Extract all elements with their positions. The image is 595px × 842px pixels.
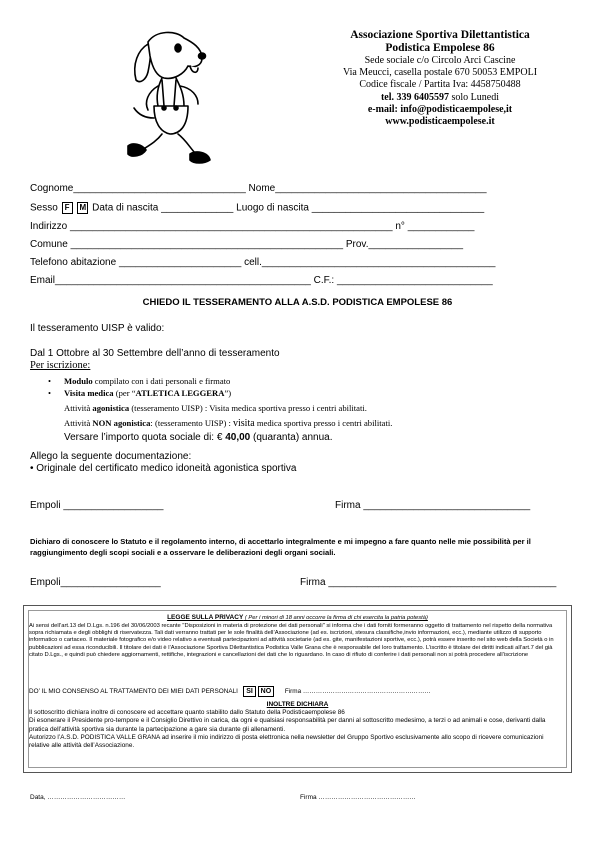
org-name-2: Podistica Empolese 86 — [385, 42, 495, 54]
website[interactable]: www.podisticaempolese.it — [385, 116, 495, 128]
dog-runner-logo — [118, 22, 228, 170]
validity-text: Il tesseramento UISP è valido: — [30, 323, 165, 334]
sex-m-checkbox[interactable]: M — [77, 202, 88, 214]
per-iscrizione: Per iscrizione: — [30, 360, 91, 371]
signature-field-1[interactable]: Firma ______________________________ — [335, 500, 531, 511]
email-field[interactable]: Email______________________________________________ C.F.: ____________________________ — [30, 275, 493, 286]
signature-field-2[interactable]: Firma _________________________________________ — [300, 577, 557, 588]
consent-no-checkbox[interactable]: NO — [258, 686, 275, 697]
allego-item: • Originale del certificato medico idoneità agonistica sportiva — [30, 463, 297, 474]
sex-label: Sesso — [30, 202, 58, 214]
non-agonistica-line: Attività NON agonistica: (tesseramento UISP) : visita medica sportiva presso i centri abilitati. — [64, 418, 393, 429]
request-title: CHIEDO IL TESSERAMENTO ALLA A.S.D. PODISTICA EMPOLESE 86 — [142, 297, 453, 308]
consent-signature[interactable]: Firma …………………………………………………… — [284, 688, 431, 696]
privacy-heading: LEGGE SULLA PRIVACY ( Per i minori di 18 anni occorre la firma di chi esercita la patria potestà) — [167, 614, 428, 621]
privacy-box — [23, 605, 572, 773]
empoli-field-1[interactable]: Empoli __________________ — [30, 500, 164, 511]
address-line-1: Sede sociale c/o Circolo Arci Cascine — [364, 55, 516, 66]
date-field[interactable]: Data, ……………………………… — [30, 794, 126, 801]
fiscal-code: Codice fiscale / Partita Iva: 4458750488 — [359, 79, 521, 91]
email-address[interactable]: e-mail: info@podisticaempolese,it — [367, 103, 513, 115]
period-text: Dal 1 Ottobre al 30 Settembre dell’anno di tesseramento — [30, 348, 280, 359]
consent-si-checkbox[interactable]: SI — [243, 686, 256, 697]
sex-f-checkbox[interactable]: F — [62, 202, 73, 214]
city-field[interactable]: Comune _________________________________________________ Prov._________________ — [30, 239, 464, 250]
address-line-2: Via Meucci, casella postale 670 50053 EMPOLI — [342, 67, 538, 79]
allego-text: Allego la seguente documentazione: — [30, 451, 192, 462]
org-name-1: Associazione Sportiva Dilettantistica — [350, 29, 530, 41]
inoltre-heading: INOLTRE DICHIARA — [266, 701, 329, 708]
organization-header — [330, 29, 550, 128]
surname-name-field[interactable]: Cognome_______________________________ Nome______________________________________ — [30, 183, 487, 194]
consent-text: DO’ IL MIO CONSENSO AL TRATTAMENTO DEI MIEI DATI PERSONALI — [29, 688, 238, 696]
address-field[interactable]: Indirizzo __________________________________________________________ n° ____________ — [30, 221, 475, 232]
list-item: • Modulo compilato con i dati personali e firmato — [46, 375, 231, 387]
phone-field[interactable]: Telefono abitazione ______________________ cell.__________________________________________ — [30, 257, 496, 268]
inoltre-text: Il sottoscritto dichiara inoltre di conoscere ed accettare quanto stabilito dallo Statuto della Podisticaempolese 86 Di esonerare il Presidente pro-tempore e il Consiglio Direttivo in carica, da ogni e qualsiasi responsabilità per danni al sottoscritto medesimo, a terzi o ad animali e cose, derivanti dalla pratica dell’attività sportiva sia durante la partecipazione a gare sia durante gli allenamenti. Autorizzo l’A.S.D. PODISTICA VALLE GRANA ad inserire il mio indirizzo di posta elettronica nella newsletter del Gruppo Sportivo esclusivamente allo scopo di ricevere comunicazioni relative alle attività dell’Associazione. — [29, 709, 546, 750]
declaration-text: Dichiaro di conoscere lo Statuto e il regolamento interno, di accettarlo integralmente e mi impegno a fare quanto nelle mie possibilità per il raggiungimento degli scopi sociali e a osservare le deliberazioni degli organi sociali. — [30, 537, 531, 557]
phone-number: tel. 339 6405597 — [380, 91, 450, 103]
agonistica-line: Attività agonistica (tesseramento UISP) : Visita medica sportiva presso i centri abilitati. — [64, 403, 367, 413]
privacy-text: Ai sensi dell’art.13 del D.Lgs. n.196 del 30/06/2003 recante "Disposizioni in materia di protezione dei dati personali" si informa che i dati forniti formeranno oggetto di trattamento nel rispetto della normativa sopra richiamata e degli obblighi di riservatezza. Tali dati verranno trattati per le sole finalità dell’Associazione (ad es. iscrizioni, stesura classifiche,invio informazioni, ecc.), mediante utilizzo di supporto informatico o cartaceo. Il materiale fotografico e/o video relativo a eventuali partecipazioni ad attività societarie (ad es. gite, manifestazioni sportive, ecc.), potrà essere inserito nel sito web della Società o in pubblicazioni ad essa riconducibili. Il titolare dei dati è l’Associazione Sportiva Dilettantistica Podistica Valle Grana che è responsabile del loro trattamento. L’iscritto è titolare dei diritti indicati all’art.7 del già citato D.Lgs., e quindi può chiedere aggiornamenti, rettifiche, integrazioni e cancellazioni dei dati che lo riguardano. In caso di rifiuto di conferire i dati personali non si potrà procedere all’iscrizione — [29, 623, 554, 658]
birth-fields[interactable]: Data di nascita _____________ Luogo di nascita _______________________________ — [92, 202, 485, 214]
list-item: • Visita medica (per “ATLETICA LEGGERA”) — [46, 387, 231, 399]
fee-line: Versare l’importo quota sociale di: € 40,00 (quaranta) annua. — [64, 432, 333, 443]
requirements-list — [46, 375, 231, 399]
phone-line — [330, 92, 550, 104]
empoli-field-2[interactable]: Empoli__________________ — [30, 577, 161, 588]
sex-birth-row — [30, 202, 484, 214]
consent-row — [29, 686, 431, 697]
phone-note: solo Lunedi — [449, 91, 500, 103]
footer-signature[interactable]: Firma ……………………………………… — [300, 794, 416, 801]
